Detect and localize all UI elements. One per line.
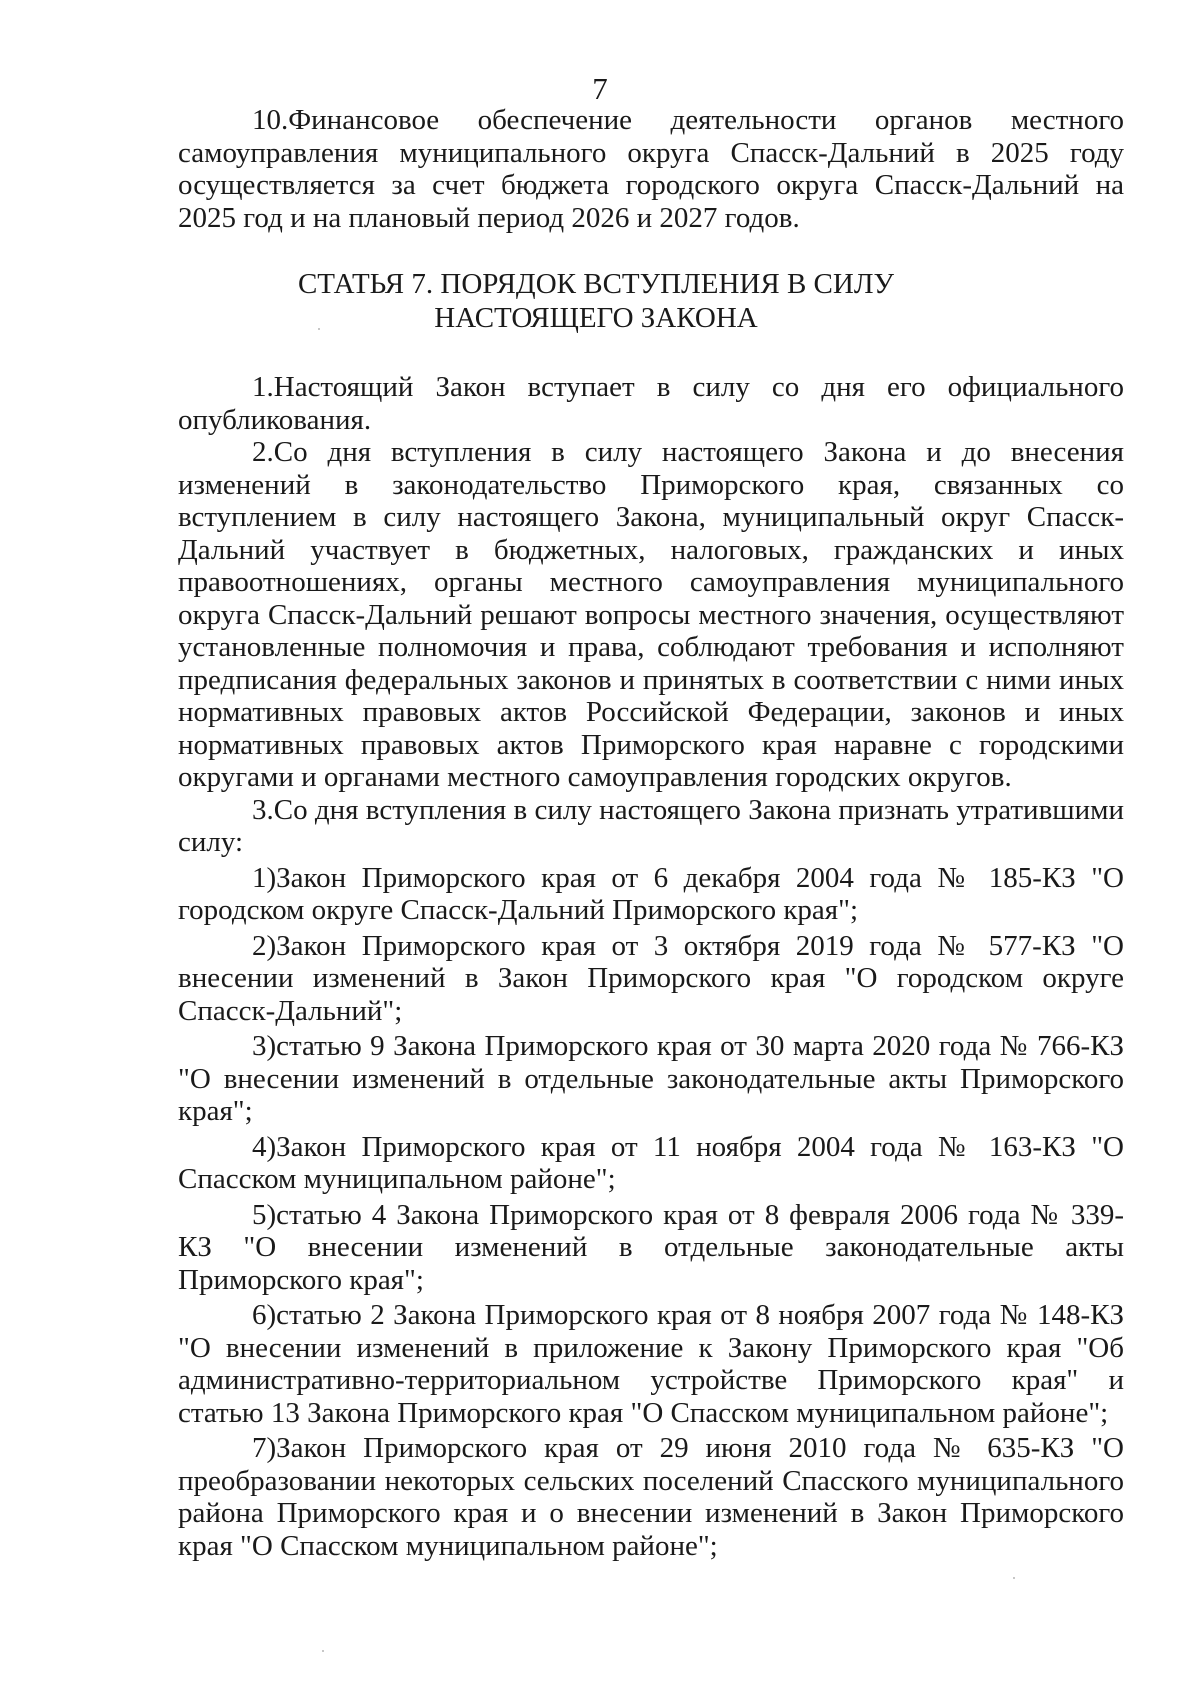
scan-speck: [322, 1650, 324, 1652]
page-number: 7: [592, 71, 608, 106]
scan-speck: [318, 328, 320, 330]
document-body: [178, 104, 1124, 1562]
paragraph-3: 3.Со дня вступления в силу настоящего Закона признать утратившими силу:: [178, 793, 1124, 858]
repealed-item-5: 5)статью 4 Закона Приморского края от 8 февраля 2006 года № 339-КЗ "О внесении изменений в отдельные законодательные акты Приморского края";: [178, 1198, 1124, 1296]
paragraph-10: 10.Финансовое обеспечение деятельности органов местного самоуправления муниципального округа Спасск-Дальний в 2025 году осуществляется за счет бюджета городского округа Спасск-Дальний на 2025 год и на плановый период 2026 и 2027 годов.: [178, 104, 1124, 234]
article-title-line-1: СТАТЬЯ 7. ПОРЯДОК ВСТУПЛЕНИЯ В СИЛУ: [297, 268, 895, 300]
paragraph-2: 2.Со дня вступления в силу настоящего Закона и до внесения изменений в законодательство Приморского края, связанных со вступлением в силу настоящего Закона, муниципальный округ Спасск-Дальний участвует в бюджетных, налоговых, гражданских и иных правоотношениях, органы местного самоуправления муниципального округа Спасск-Дальний решают вопросы местного значения, осуществляют установленные полномочия и права, соблюдают требования и исполняют предписания федеральных законов и принятых в соответствии с ними иных нормативных правовых актов Российской Федерации, законов и иных нормативных правовых актов Приморского края наравне с городскими округами и органами местного самоуправления городских округов.: [178, 436, 1124, 793]
article-heading: [178, 267, 1124, 335]
article-title-line-2: НАСТОЯЩЕГО ЗАКОНА: [434, 302, 758, 334]
repealed-item-1: 1)Закон Приморского края от 6 декабря 2004 года № 185-КЗ "О городском округе Спасск-Дальний Приморского края";: [178, 861, 1124, 926]
scan-speck: [1013, 1577, 1015, 1579]
repealed-item-6: 6)статью 2 Закона Приморского края от 8 ноября 2007 года № 148-КЗ "О внесении изменений в приложение к Закону Приморского края "Об административно-территориальном устройстве Приморского края" и статью 13 Закона Приморского края "О Спасском муниципальном районе";: [178, 1299, 1124, 1429]
paragraph-1: 1.Настоящий Закон вступает в силу со дня его официального опубликования.: [178, 371, 1124, 436]
repealed-item-7: 7)Закон Приморского края от 29 июня 2010 года № 635-КЗ "О преобразовании некоторых сельских поселений Спасского муниципального района Приморского края и о внесении изменений в Закон Приморского края "О Спасском муниципальном районе";: [178, 1432, 1124, 1562]
repealed-item-3: 3)статью 9 Закона Приморского края от 30 марта 2020 года № 766-КЗ "О внесении изменений в отдельные законодательные акты Приморского края";: [178, 1030, 1124, 1127]
repealed-item-4: 4)Закон Приморского края от 11 ноября 2004 года № 163-КЗ "О Спасском муниципальном районе";: [178, 1130, 1124, 1195]
repealed-item-2: 2)Закон Приморского края от 3 октября 2019 года № 577-КЗ "О внесении изменений в Закон Приморского края "О городском округе Спасск-Дальний";: [178, 929, 1124, 1027]
